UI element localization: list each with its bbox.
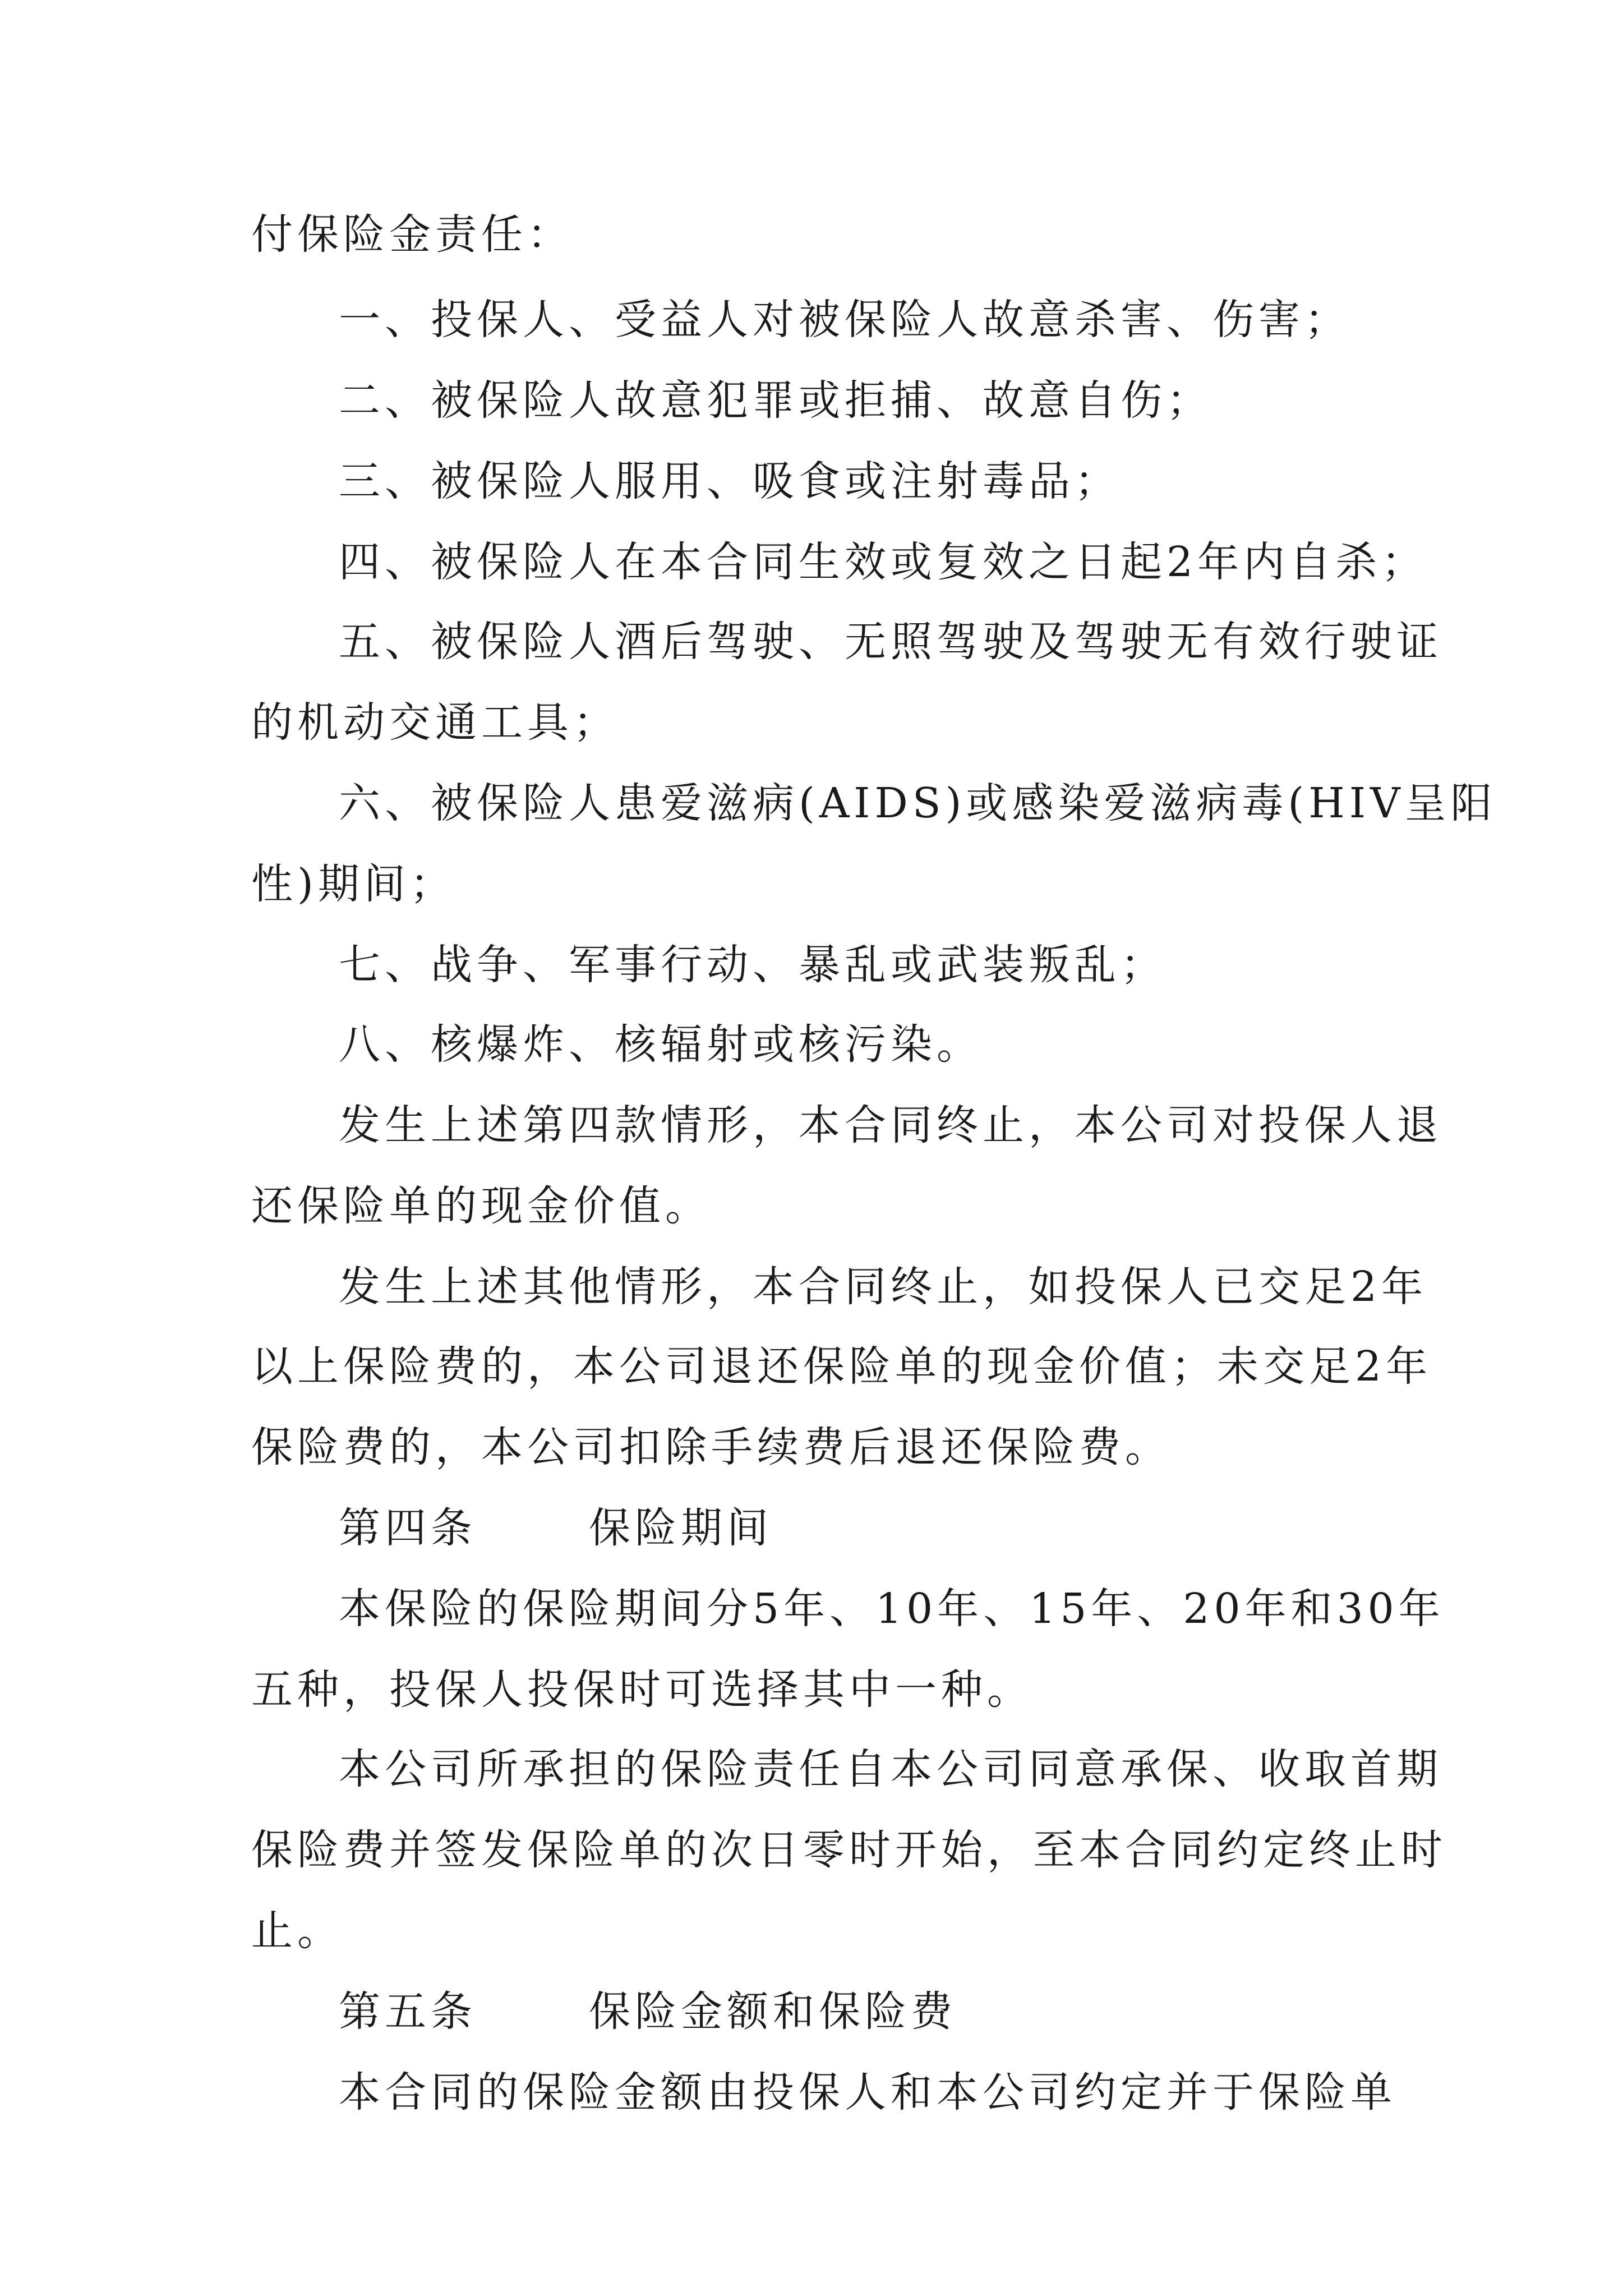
text-line: 五种，投保人投保时可选择其中一种。 — [251, 1665, 1033, 1714]
text-line: 还保险单的现金价值。 — [251, 1182, 711, 1230]
text-line: 一、投保人、受益人对被保险人故意杀害、伤害； — [339, 296, 1350, 344]
text-line: 本保险的保险期间分5年、10年、15年、20年和30年 — [339, 1585, 1445, 1633]
text-line: 二、被保险人故意犯罪或拒捕、故意自伤； — [339, 376, 1212, 425]
clause-title: 保险期间 — [589, 1504, 773, 1552]
clause-number: 第五条 — [339, 1987, 477, 2036]
text-line: 性)期间； — [251, 860, 456, 908]
text-line: 六、被保险人患爱滋病(AIDS)或感染爱滋病毒(HIV呈阳 — [339, 779, 1497, 827]
clause-title: 保险金额和保险费 — [589, 1987, 957, 2036]
text-line: 的机动交通工具； — [251, 698, 619, 747]
clause-heading — [339, 1984, 1390, 2040]
text-line: 止。 — [251, 1907, 343, 1955]
text-line: 付保险金责任： — [251, 210, 573, 259]
text-line: 三、被保险人服用、吸食或注射毒品； — [339, 457, 1121, 505]
text-line: 保险费并签发保险单的次日零时开始，至本合同约定终止时 — [251, 1826, 1447, 1874]
text-line: 保险费的，本公司扣除手续费后退还保险费。 — [251, 1423, 1171, 1471]
clause-number: 第四条 — [339, 1504, 477, 1552]
text-line: 发生上述其他情形，本合同终止，如投保人已交足2年 — [339, 1263, 1428, 1311]
text-line: 八、核爆炸、核辐射或核污染。 — [339, 1020, 983, 1069]
text-line: 以上保险费的，本公司退还保险单的现金价值；未交足2年 — [251, 1342, 1432, 1391]
text-line: 本合同的保险金额由投保人和本公司约定并于保险单 — [339, 2068, 1396, 2116]
text-line: 七、战争、军事行动、暴乱或武装叛乱； — [339, 941, 1166, 989]
text-line: 发生上述第四款情形，本合同终止，本公司对投保人退 — [339, 1101, 1442, 1149]
text-line: 本公司所承担的保险责任自本公司同意承保、收取首期 — [339, 1745, 1442, 1793]
text-line: 五、被保险人酒后驾驶、无照驾驶及驾驶无有效行驶证 — [339, 618, 1442, 666]
clause-heading — [339, 1500, 1390, 1556]
text-line: 四、被保险人在本合同生效或复效之日起2年内自杀； — [339, 538, 1428, 586]
